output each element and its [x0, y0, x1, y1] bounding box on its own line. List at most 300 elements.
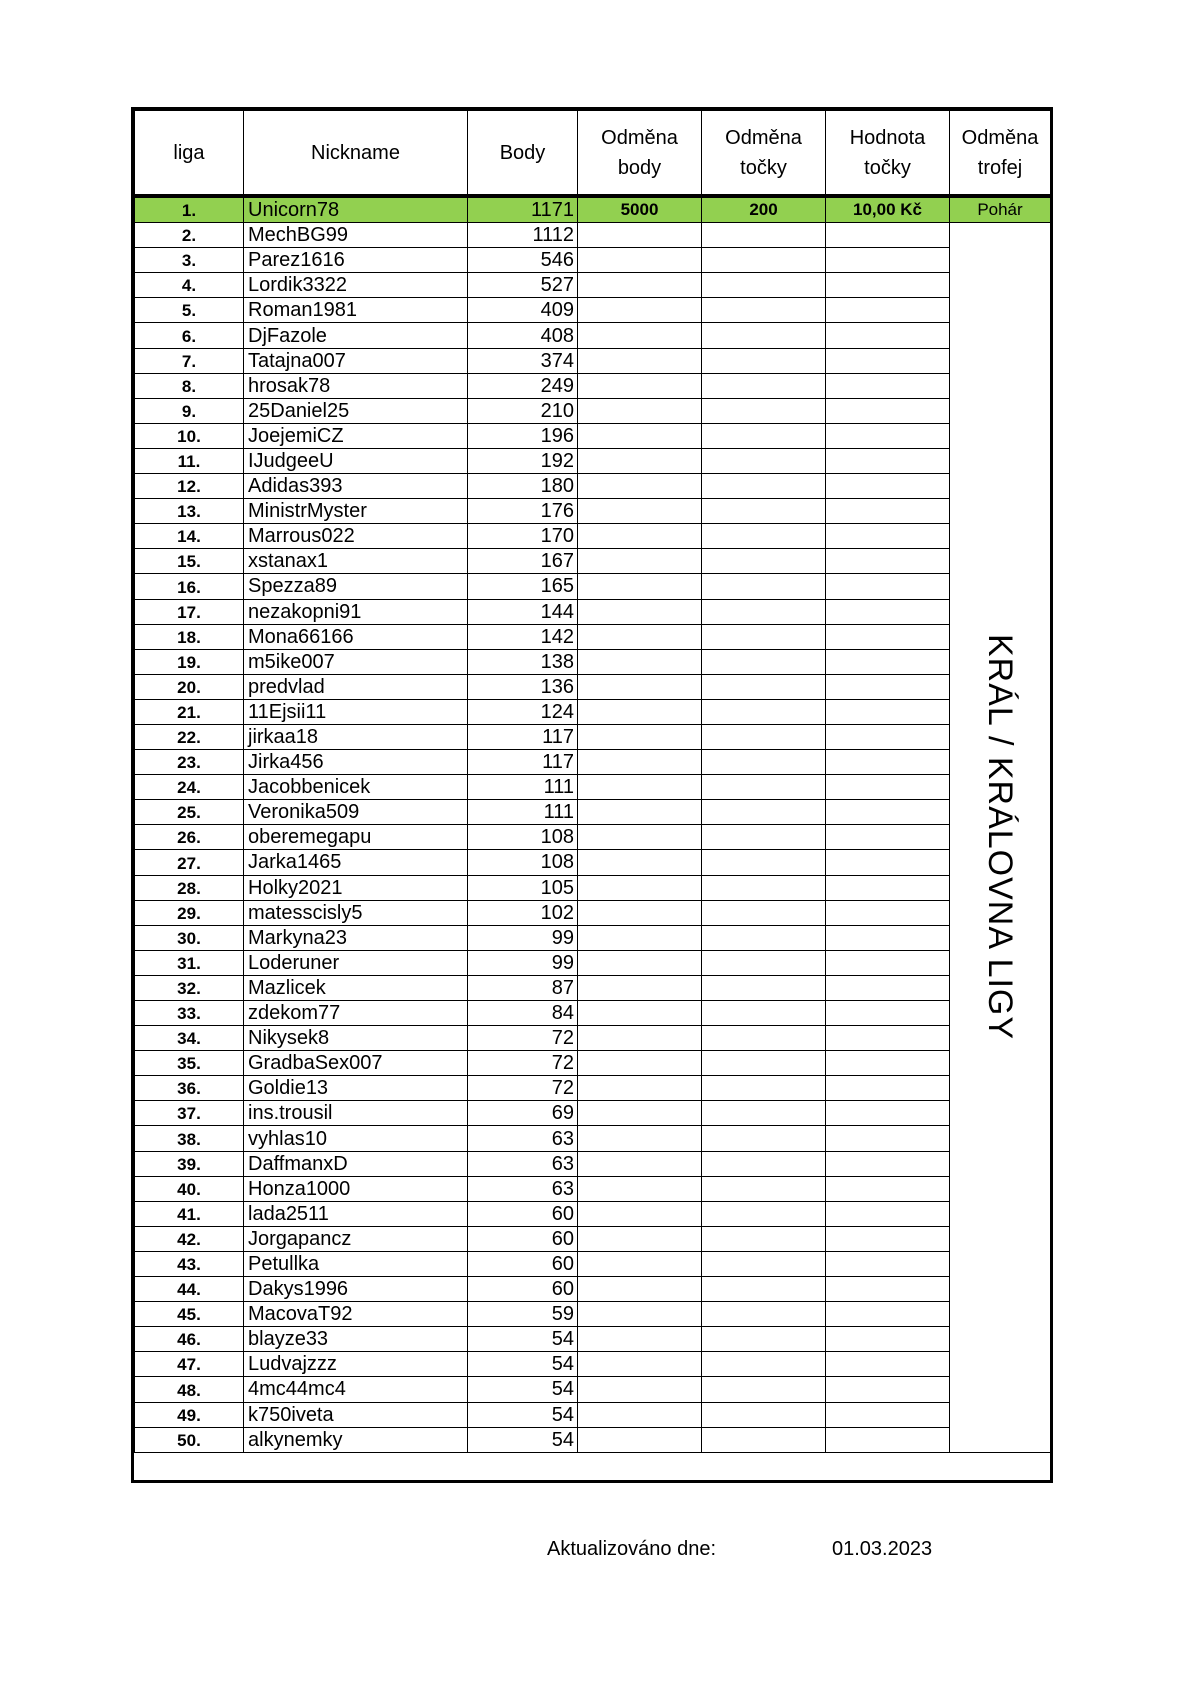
points-cell: 111 — [468, 775, 578, 800]
reward-points-cell — [578, 549, 702, 574]
rank-cell: 30. — [135, 925, 244, 950]
points-cell: 136 — [468, 674, 578, 699]
reward-spins-cell — [702, 248, 826, 273]
table-row — [135, 1026, 1051, 1051]
rank-cell: 25. — [135, 800, 244, 825]
table-row — [135, 1101, 1051, 1126]
points-cell: 409 — [468, 298, 578, 323]
nickname-cell: Parez1616 — [244, 248, 468, 273]
nickname-cell: GradbaSex007 — [244, 1051, 468, 1076]
nickname-cell: alkynemky — [244, 1427, 468, 1452]
table-row — [135, 1176, 1051, 1201]
rank-cell: 29. — [135, 900, 244, 925]
reward-points-cell — [578, 348, 702, 373]
points-cell: 63 — [468, 1176, 578, 1201]
reward-spins-cell — [702, 1001, 826, 1026]
rank-cell: 49. — [135, 1402, 244, 1427]
reward-points-cell — [578, 1352, 702, 1377]
nickname-cell: Marrous022 — [244, 524, 468, 549]
points-cell: 180 — [468, 474, 578, 499]
rank-cell: 3. — [135, 248, 244, 273]
table-row — [135, 599, 1051, 624]
points-cell: 108 — [468, 850, 578, 875]
reward-points-cell — [578, 1076, 702, 1101]
spin-value-cell — [826, 775, 950, 800]
rank-cell: 17. — [135, 599, 244, 624]
nickname-cell: DjFazole — [244, 323, 468, 348]
reward-spins-cell — [702, 1251, 826, 1276]
reward-spins-cell — [702, 298, 826, 323]
reward-points-cell — [578, 775, 702, 800]
points-cell: 117 — [468, 724, 578, 749]
points-cell: 374 — [468, 348, 578, 373]
nickname-cell: jirkaa18 — [244, 724, 468, 749]
table-row — [135, 1126, 1051, 1151]
header-row — [135, 111, 1051, 197]
nickname-cell: Jorgapancz — [244, 1226, 468, 1251]
reward-spins-cell — [702, 499, 826, 524]
reward-points-cell — [578, 800, 702, 825]
points-cell: 54 — [468, 1352, 578, 1377]
reward-points-cell — [578, 624, 702, 649]
reward-spins-cell — [702, 273, 826, 298]
reward-points-cell — [578, 950, 702, 975]
table-row — [135, 1277, 1051, 1302]
spin-value-cell — [826, 624, 950, 649]
nickname-cell: MechBG99 — [244, 223, 468, 248]
table-row — [135, 273, 1051, 298]
reward-points-cell — [578, 1226, 702, 1251]
nickname-cell: Loderuner — [244, 950, 468, 975]
reward-points-cell — [578, 1302, 702, 1327]
header-hodnota-tocky: Hodnota točky — [826, 111, 950, 197]
spin-value-cell — [826, 549, 950, 574]
nickname-cell: m5ike007 — [244, 649, 468, 674]
points-cell: 138 — [468, 649, 578, 674]
spin-value-cell — [826, 1076, 950, 1101]
spin-value-cell — [826, 825, 950, 850]
rank-cell: 8. — [135, 373, 244, 398]
reward-points-cell — [578, 1126, 702, 1151]
rank-cell: 13. — [135, 499, 244, 524]
spin-value-cell — [826, 1327, 950, 1352]
table-row — [135, 248, 1051, 273]
rank-cell: 2. — [135, 223, 244, 248]
spin-value-cell — [826, 1277, 950, 1302]
table-row — [135, 373, 1051, 398]
spin-value-cell — [826, 323, 950, 348]
nickname-cell: predvlad — [244, 674, 468, 699]
spin-value-cell — [826, 223, 950, 248]
points-cell: 167 — [468, 549, 578, 574]
reward-points-cell — [578, 574, 702, 599]
reward-points-cell — [578, 1026, 702, 1051]
rank-cell: 48. — [135, 1377, 244, 1402]
spin-value-cell — [826, 724, 950, 749]
points-cell: 87 — [468, 975, 578, 1000]
nickname-cell: Roman1981 — [244, 298, 468, 323]
points-cell: 249 — [468, 373, 578, 398]
reward-points-cell — [578, 223, 702, 248]
spin-value-cell — [826, 1427, 950, 1452]
spin-value-cell — [826, 574, 950, 599]
rank-cell: 12. — [135, 474, 244, 499]
reward-spins-cell — [702, 574, 826, 599]
points-cell: 99 — [468, 950, 578, 975]
points-cell: 60 — [468, 1251, 578, 1276]
table-row — [135, 674, 1051, 699]
points-cell: 72 — [468, 1076, 578, 1101]
nickname-cell: Jirka456 — [244, 750, 468, 775]
points-cell: 527 — [468, 273, 578, 298]
rank-cell: 4. — [135, 273, 244, 298]
rank-cell: 1. — [135, 196, 244, 223]
rank-cell: 37. — [135, 1101, 244, 1126]
spin-value-cell — [826, 875, 950, 900]
nickname-cell: ins.trousil — [244, 1101, 468, 1126]
rank-cell: 16. — [135, 574, 244, 599]
spin-value-cell — [826, 925, 950, 950]
table-row — [135, 298, 1051, 323]
points-cell: 84 — [468, 1001, 578, 1026]
reward-spins-cell — [702, 674, 826, 699]
reward-spins-cell — [702, 1151, 826, 1176]
points-cell: 60 — [468, 1277, 578, 1302]
points-cell: 408 — [468, 323, 578, 348]
king-queen-merged-cell — [950, 223, 1051, 1453]
nickname-cell: DaffmanxD — [244, 1151, 468, 1176]
reward-points-cell — [578, 1176, 702, 1201]
table-row — [135, 900, 1051, 925]
rank-cell: 10. — [135, 423, 244, 448]
spin-value-cell — [826, 1352, 950, 1377]
nickname-cell: oberemegapu — [244, 825, 468, 850]
nickname-cell: MacovaT92 — [244, 1302, 468, 1327]
reward-points-cell — [578, 724, 702, 749]
reward-points-cell — [578, 1101, 702, 1126]
spin-value-cell — [826, 699, 950, 724]
points-cell: 102 — [468, 900, 578, 925]
reward-spins-cell — [702, 1126, 826, 1151]
table-row — [135, 649, 1051, 674]
reward-spins-cell — [702, 599, 826, 624]
spin-value-cell — [826, 800, 950, 825]
reward-points-cell — [578, 599, 702, 624]
nickname-cell: Mona66166 — [244, 624, 468, 649]
spin-value-cell — [826, 423, 950, 448]
header-liga: liga — [135, 111, 244, 197]
nickname-cell: Ludvajzzz — [244, 1352, 468, 1377]
nickname-cell: Adidas393 — [244, 474, 468, 499]
reward-points-cell — [578, 1051, 702, 1076]
reward-spins-cell — [702, 1427, 826, 1452]
table-row — [135, 775, 1051, 800]
updated-date: 01.03.2023 — [832, 1538, 933, 1560]
reward-spins-cell: 200 — [702, 196, 826, 223]
rank-cell: 21. — [135, 699, 244, 724]
spin-value-cell — [826, 1377, 950, 1402]
points-cell: 72 — [468, 1051, 578, 1076]
points-cell: 117 — [468, 750, 578, 775]
rank-cell: 33. — [135, 1001, 244, 1026]
table-row — [135, 875, 1051, 900]
reward-spins-cell — [702, 624, 826, 649]
spin-value-cell — [826, 398, 950, 423]
table-row — [135, 925, 1051, 950]
reward-points-cell — [578, 323, 702, 348]
spin-value-cell — [826, 1226, 950, 1251]
reward-spins-cell — [702, 975, 826, 1000]
rank-cell: 14. — [135, 524, 244, 549]
table-row — [135, 1402, 1051, 1427]
spin-value-cell — [826, 1026, 950, 1051]
nickname-cell: Goldie13 — [244, 1076, 468, 1101]
reward-points-cell — [578, 1277, 702, 1302]
reward-spins-cell — [702, 800, 826, 825]
spin-value-cell — [826, 975, 950, 1000]
reward-points-cell — [578, 1377, 702, 1402]
nickname-cell: Jacobbenicek — [244, 775, 468, 800]
header-body: Body — [468, 111, 578, 197]
table-row — [135, 750, 1051, 775]
nickname-cell: MinistrMyster — [244, 499, 468, 524]
rank-cell: 18. — [135, 624, 244, 649]
nickname-cell: matesscisly5 — [244, 900, 468, 925]
reward-points-cell — [578, 975, 702, 1000]
nickname-cell: 11Ejsii11 — [244, 699, 468, 724]
points-cell: 170 — [468, 524, 578, 549]
reward-spins-cell — [702, 1026, 826, 1051]
table-row — [135, 1076, 1051, 1101]
points-cell: 124 — [468, 699, 578, 724]
spin-value-cell — [826, 1176, 950, 1201]
table-body — [135, 196, 1051, 1452]
spin-value-cell — [826, 1126, 950, 1151]
spin-value-cell — [826, 499, 950, 524]
points-cell: 63 — [468, 1151, 578, 1176]
reward-points-cell — [578, 499, 702, 524]
rank-cell: 35. — [135, 1051, 244, 1076]
spin-value-cell — [826, 950, 950, 975]
points-cell: 1112 — [468, 223, 578, 248]
rank-cell: 28. — [135, 875, 244, 900]
nickname-cell: blayze33 — [244, 1327, 468, 1352]
reward-spins-cell — [702, 1076, 826, 1101]
spin-value-cell — [826, 448, 950, 473]
spin-value-cell — [826, 900, 950, 925]
reward-points-cell — [578, 875, 702, 900]
points-cell: 144 — [468, 599, 578, 624]
nickname-cell: zdekom77 — [244, 1001, 468, 1026]
spin-value-cell — [826, 1051, 950, 1076]
reward-points-cell — [578, 850, 702, 875]
rank-cell: 41. — [135, 1201, 244, 1226]
reward-points-cell — [578, 1151, 702, 1176]
points-cell: 192 — [468, 448, 578, 473]
spin-value-cell — [826, 1302, 950, 1327]
rank-cell: 45. — [135, 1302, 244, 1327]
table-row — [135, 624, 1051, 649]
trophy-cell: Pohár — [950, 196, 1051, 223]
rank-cell: 32. — [135, 975, 244, 1000]
rank-cell: 31. — [135, 950, 244, 975]
reward-spins-cell — [702, 825, 826, 850]
reward-points-cell — [578, 423, 702, 448]
points-cell: 54 — [468, 1377, 578, 1402]
nickname-cell: nezakopni91 — [244, 599, 468, 624]
reward-spins-cell — [702, 524, 826, 549]
rank-cell: 26. — [135, 825, 244, 850]
reward-spins-cell — [702, 724, 826, 749]
table-row — [135, 549, 1051, 574]
reward-points-cell — [578, 248, 702, 273]
nickname-cell: Lordik3322 — [244, 273, 468, 298]
reward-spins-cell — [702, 398, 826, 423]
table-row — [135, 574, 1051, 599]
reward-spins-cell — [702, 649, 826, 674]
rank-cell: 20. — [135, 674, 244, 699]
nickname-cell: Unicorn78 — [244, 196, 468, 223]
nickname-cell: Honza1000 — [244, 1176, 468, 1201]
reward-spins-cell — [702, 423, 826, 448]
reward-spins-cell — [702, 223, 826, 248]
spin-value-cell — [826, 674, 950, 699]
points-cell: 54 — [468, 1427, 578, 1452]
spin-value-cell — [826, 599, 950, 624]
nickname-cell: Holky2021 — [244, 875, 468, 900]
rank-cell: 39. — [135, 1151, 244, 1176]
points-cell: 72 — [468, 1026, 578, 1051]
reward-points-cell — [578, 750, 702, 775]
reward-points-cell — [578, 1251, 702, 1276]
reward-spins-cell — [702, 750, 826, 775]
reward-points-cell: 5000 — [578, 196, 702, 223]
spin-value-cell — [826, 1001, 950, 1026]
table-row — [135, 850, 1051, 875]
spin-value-cell — [826, 348, 950, 373]
rank-cell: 11. — [135, 448, 244, 473]
spin-value-cell — [826, 474, 950, 499]
spin-value-cell — [826, 298, 950, 323]
reward-points-cell — [578, 825, 702, 850]
rank-cell: 34. — [135, 1026, 244, 1051]
table-row — [135, 348, 1051, 373]
reward-spins-cell — [702, 348, 826, 373]
rank-cell: 23. — [135, 750, 244, 775]
rank-cell: 38. — [135, 1126, 244, 1151]
reward-points-cell — [578, 474, 702, 499]
points-cell: 142 — [468, 624, 578, 649]
nickname-cell: Tatajna007 — [244, 348, 468, 373]
points-cell: 111 — [468, 800, 578, 825]
reward-spins-cell — [702, 1101, 826, 1126]
table-row — [135, 448, 1051, 473]
rank-cell: 5. — [135, 298, 244, 323]
table-row — [135, 1352, 1051, 1377]
spin-value-cell — [826, 850, 950, 875]
reward-spins-cell — [702, 1226, 826, 1251]
nickname-cell: Petullka — [244, 1251, 468, 1276]
table-row — [135, 1327, 1051, 1352]
nickname-cell: JoejemiCZ — [244, 423, 468, 448]
table-row — [135, 398, 1051, 423]
rank-cell: 7. — [135, 348, 244, 373]
nickname-cell: xstanax1 — [244, 549, 468, 574]
points-cell: 60 — [468, 1201, 578, 1226]
rank-cell: 15. — [135, 549, 244, 574]
table-row — [135, 1051, 1051, 1076]
reward-points-cell — [578, 273, 702, 298]
reward-spins-cell — [702, 1352, 826, 1377]
reward-points-cell — [578, 1402, 702, 1427]
reward-spins-cell — [702, 373, 826, 398]
table-row — [135, 423, 1051, 448]
reward-points-cell — [578, 649, 702, 674]
points-cell: 108 — [468, 825, 578, 850]
points-cell: 60 — [468, 1226, 578, 1251]
reward-spins-cell — [702, 1051, 826, 1076]
table-row — [135, 1226, 1051, 1251]
nickname-cell: 4mc44mc4 — [244, 1377, 468, 1402]
table-row — [135, 499, 1051, 524]
table-row — [135, 724, 1051, 749]
rank-cell: 47. — [135, 1352, 244, 1377]
rank-cell: 9. — [135, 398, 244, 423]
reward-points-cell — [578, 298, 702, 323]
rank-cell: 46. — [135, 1327, 244, 1352]
header-odmena-trofej: Odměna trofej — [950, 111, 1051, 197]
league-table — [134, 110, 1051, 1453]
reward-spins-cell — [702, 448, 826, 473]
league-table-container — [131, 107, 1053, 1483]
spin-value-cell — [826, 1251, 950, 1276]
reward-spins-cell — [702, 875, 826, 900]
nickname-cell: k750iveta — [244, 1402, 468, 1427]
table-row — [135, 800, 1051, 825]
nickname-cell: Veronika509 — [244, 800, 468, 825]
table-row — [135, 975, 1051, 1000]
nickname-cell: IJudgeeU — [244, 448, 468, 473]
reward-spins-cell — [702, 775, 826, 800]
table-row — [135, 950, 1051, 975]
points-cell: 59 — [468, 1302, 578, 1327]
table-row — [135, 196, 1051, 223]
nickname-cell: Spezza89 — [244, 574, 468, 599]
reward-spins-cell — [702, 1377, 826, 1402]
table-row — [135, 1302, 1051, 1327]
reward-spins-cell — [702, 1176, 826, 1201]
spin-value-cell — [826, 524, 950, 549]
rank-cell: 43. — [135, 1251, 244, 1276]
reward-points-cell — [578, 925, 702, 950]
header-nickname: Nickname — [244, 111, 468, 197]
reward-spins-cell — [702, 1302, 826, 1327]
points-cell: 165 — [468, 574, 578, 599]
reward-points-cell — [578, 1201, 702, 1226]
spin-value-cell — [826, 1402, 950, 1427]
nickname-cell: Jarka1465 — [244, 850, 468, 875]
reward-points-cell — [578, 674, 702, 699]
points-cell: 69 — [468, 1101, 578, 1126]
table-row — [135, 223, 1051, 248]
reward-spins-cell — [702, 699, 826, 724]
spin-value-cell — [826, 248, 950, 273]
nickname-cell: Dakys1996 — [244, 1277, 468, 1302]
spin-value-cell — [826, 273, 950, 298]
table-row — [135, 825, 1051, 850]
spin-value-cell: 10,00 Kč — [826, 196, 950, 223]
reward-spins-cell — [702, 474, 826, 499]
